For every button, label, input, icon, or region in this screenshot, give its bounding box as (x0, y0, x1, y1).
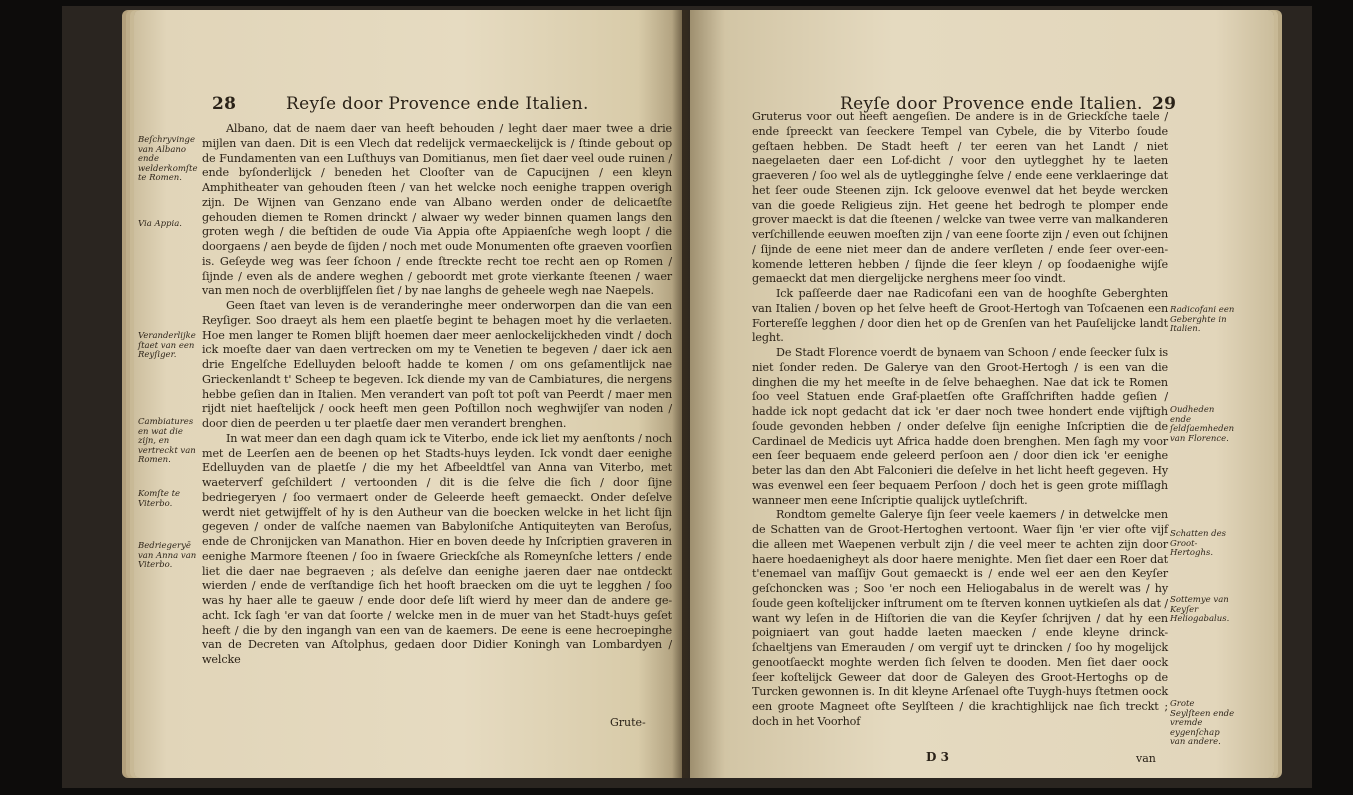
left-body-text (202, 122, 672, 668)
signature-mark: D 3 (926, 750, 949, 764)
margin-note: Radicofani een Geberghte in Italien. (1170, 305, 1235, 334)
margin-note: Bedriegeryē van Anna van Viterbo. (138, 541, 197, 570)
margin-note: Via Appia. (138, 219, 182, 229)
paragraph: Gruterus voor out heeft aengeſien. De andere is in de Grieckſche taele / ende ſpreeckt van ſeeckere Tempel van Cybele, die by Viterbo ſoude geſtaen hebben. De Stadt heeft / ter eeren van het Landt / niet naegelaeten daer een Lof-dicht / voor den uytlegghet hy te laeten graeveren / ſoo wel als de uytlegginghe ſelve / ende eene verklaeringe dat het ſeer oude Steenen zijn. Ick geloove evenwel dat het beyde wercken van die goede Religieus zijn. Het geene het bedrogh te plomper ende grover maeckt is dat die ſteenen / welcke van twee verre van malkanderen verſchillende eeuwen moeſten zijn / van eene ſoorte zijn / even out ſchijnen / ſijnde de eene niet meer dan de andere verſleten / ende ſeer over-een-komende letteren hebben / ſijnde die ſeer kleyn / op ſoodaenighe wijſe gemaeckt dat men diergelijcke nerghens meer ſoo vindt. (752, 110, 1168, 286)
paragraph: De Stadt Florence voerdt de bynaem van Schoon / ende ſeecker ſulx is niet ſonder reden. De Galerye van den Groot-Hertogh / is een van die dinghen die my het meeſte in de ſelve behaeghen. Nae dat ick te Romen ſoo veel Statuen ende Graf-plaetſen ofte Grafſchriften hadde geſien / hadde ick nopt gedacht dat ick 'er daer noch twee hondert ende vijftigh ſoude gevonden hebben / onder deſelve ſijn eenighe Inſcriptien die de Cardinael de Medicis uyt Africa hadde doen brenghen. Men ſagh my voor een ſeer bequaem ende geleerd perſoon aen / door dien ick 'er eenighe beter las dan den Abt Falconieri die deſelve in het licht heeft gegeven. Hy was evenwel een ſeer bequaem Perſoon / doch het is geen grote miſſlagh wanneer men eene Inſcriptie qualijck uytleſchrift. (752, 346, 1168, 507)
page-number: 29 (1152, 94, 1177, 114)
right-page (690, 10, 1274, 778)
running-head: Reyſe door Provence ende Italien. (286, 94, 589, 114)
paragraph: Rondtom gemelte Galerye ſijn ſeer veele kaemers / in detwelcke men de Schatten van de Groot-Hertoghen vertoont. Waer ſijn 'er vier ofte vijf die alleen met Waepenen verbult zijn / die veel meer te achten zijn door haere hoedaenigheyt als door haere menighte. Men ſiet daer een Roer dat t'enemael van maſſijv Gout gemaeckt is / ende wel eer aen den Keyſer geſchoncken was ; Soo 'er noch een Heliogabalus in de werelt was / hy ſoude geen koſtelijcker inſtrument om te ſterven konnen uytkieſen als dat / want wy leſen in de Hiſtorien die van die Keyſer ſchrijven / dat hy een poigniaert van gout hadde laeten maecken / ende kleyne drinck-ſchaeltjens van Emerauden / om vergif uyt te drincken / ſoo hy mogelijck genootſaeckt moghte werden ſich ſelven te dooden. Men ſiet daer oock ſeer koſtelijck Geweer dat door de Galeyen des Groot-Hertoghs op de Turcken gewonnen is. In dit kleyne Arſenael ofte Tuygh-huys ſtetmen oock een groote Magneet ofte Seylſteen / die krachtighlijck nae ſich treckt ; doch in het Voorhof (752, 508, 1168, 728)
page-number: 28 (212, 94, 237, 114)
left-page (134, 10, 682, 778)
margin-note: Komſte te Viterbo. (138, 489, 181, 509)
catchword: van (1136, 752, 1156, 765)
paragraph: Ick paſſeerde daer nae Radicofani een van de hooghſte Geberghten van Italien / boven op het ſelve heeft de Groot-Hertogh van Toſcaenen een Fortereſſe legghen / door dien het op de Grenſen van het Pauſelijcke landt leght. (752, 287, 1168, 345)
margin-note: Oudheden ende ſeldſaemheden van Florence. (1170, 405, 1235, 444)
margin-note: Veranderlijke ſtaet van een Reyſiger. (138, 331, 196, 360)
paragraph: Geen ſtaet van leven is de veranderinghe meer onderworpen dan die van een Reyſiger. Soo draeyt als hem een plaetſe begint te behagen moet hy die verlaeten. Hoe men langer te Romen blijft hoemen daer meer aenlockelijckheden vindt / doch ick moeſte daer van daen vertrecken om my te Venetien te begeven / daer ick aen drie Engelſche Edelluyden belooft hadde te komen / om ons geſamentlijck nae Grieckenlandt t' Scheep te begeven. Ick diende my van de Cambiatures, die nergens hebbe geſien dan in Italien. Men verandert van poſt tot poſt van Peerdt / maer men rijdt niet haeſtelijck / oock heeft men geen Poſtillon noch weghwijſer van noden / door dien de peerden u ter plaetſe daer men verandert brenghen. (202, 299, 672, 430)
paragraph: In wat meer dan een dagh quam ick te Viterbo, ende ick liet my aenſtonts / noch met de Leerſen aen de beenen op het Stadts-huys leyden. Ick vondt daer eenighe Edelluyden van de plaetſe / die my het Afbeeldtſel van Anna van Viterbo, met waeterverf geſchildert / vertoonden / dit is die ſelve die ſich / door ſijne bedriegeryen / ſoo vermaert onder de Geleerde heeft gemaeckt. Onder deſelve werdt niet getwijffelt of hy is den Autheur van die boecken welcke in het licht ſijn gegeven / onder de valſche naemen van Babyloniſche Antiquiteyten van Beroſus, ende de Chronijcken van Manathon. Hier en boven deede hy Inſcriptien graveren in eenighe Marmore ſteenen / ſoo in ſwaere Grieckſche als Romeynſche letters / ende liet die daer nae begraeven ; als deſelve dan eenighe jaeren daer nae ontdeckt wierden / ende de verſtandige ſich het hooft braecken om die uyt te legghen / ſoo was hy haer alle te gaeuw / ende door deſe liſt wierd hy meer dan de andere ge-acht. Ick ſagh 'er van dat ſoorte / welcke men in de muer van het Stadt-huys geſet heeft / die by den ingangh van een van de kaemers. De eene is eene hecroepinghe van de Decreten van Aſtolphus, gedaen door Didier Koningh van Lombardyen / welcke (202, 431, 672, 666)
margin-note: Grote Seylſteen ende vremde eygenſchap van andere. (1170, 699, 1235, 747)
running-head: Reyſe door Provence ende Italien. (840, 94, 1143, 114)
paragraph: Albano, dat de naem daer van heeft behouden / leght daer maer twee a drie mijlen van daen. Dit is een Vlech dat redelijck vermaeckelijck is / ſtinde gebout op de Fundamenten van een Luſthuys van Domitianus, men ſiet daer veel oude ruinen / ende byſonderlijck / beneden het Clooſter van de Capucijnen / een kleyn Amphitheater van gehouden ſteen / van het welcke noch eenighe trappen overigh zijn. De Wijnen van Genzano ende van Albano werden onder de delicaetſte gehouden diemen te Romen drinckt / alwaer wy weder binnen quamen langs den groten wegh / die beſtiden de oude Via Appia ofte Appiaenſche wegh loopt / die doorgaens / aen beyde de ſijden / noch met oude Monumenten ofte graeven voorſien is. Geſeyde weg was ſeer ſchoon / ende ſtreckte recht toe recht aen op Romen / ſijnde / even als de andere weghen / geboordt met grote vierkante ſteenen / waer van men noch de overblijfſelen ſiet / by nae langhs de geheele wegh nae Naepels. (202, 122, 672, 298)
margin-note: Cambiatures en wat die zijn, en vertreckt van Romen. (138, 417, 196, 465)
margin-note: Schatten des Groot-Hertoghs. (1170, 529, 1226, 558)
margin-note: Sottemye van Keyſer Heliogabalus. (1170, 595, 1230, 624)
catchword: Grute- (610, 716, 646, 729)
left-header (134, 94, 682, 118)
right-body-text (752, 110, 1168, 730)
margin-note: Beſchryvinge van Albano ende welderkomſte te Romen. (138, 135, 198, 183)
